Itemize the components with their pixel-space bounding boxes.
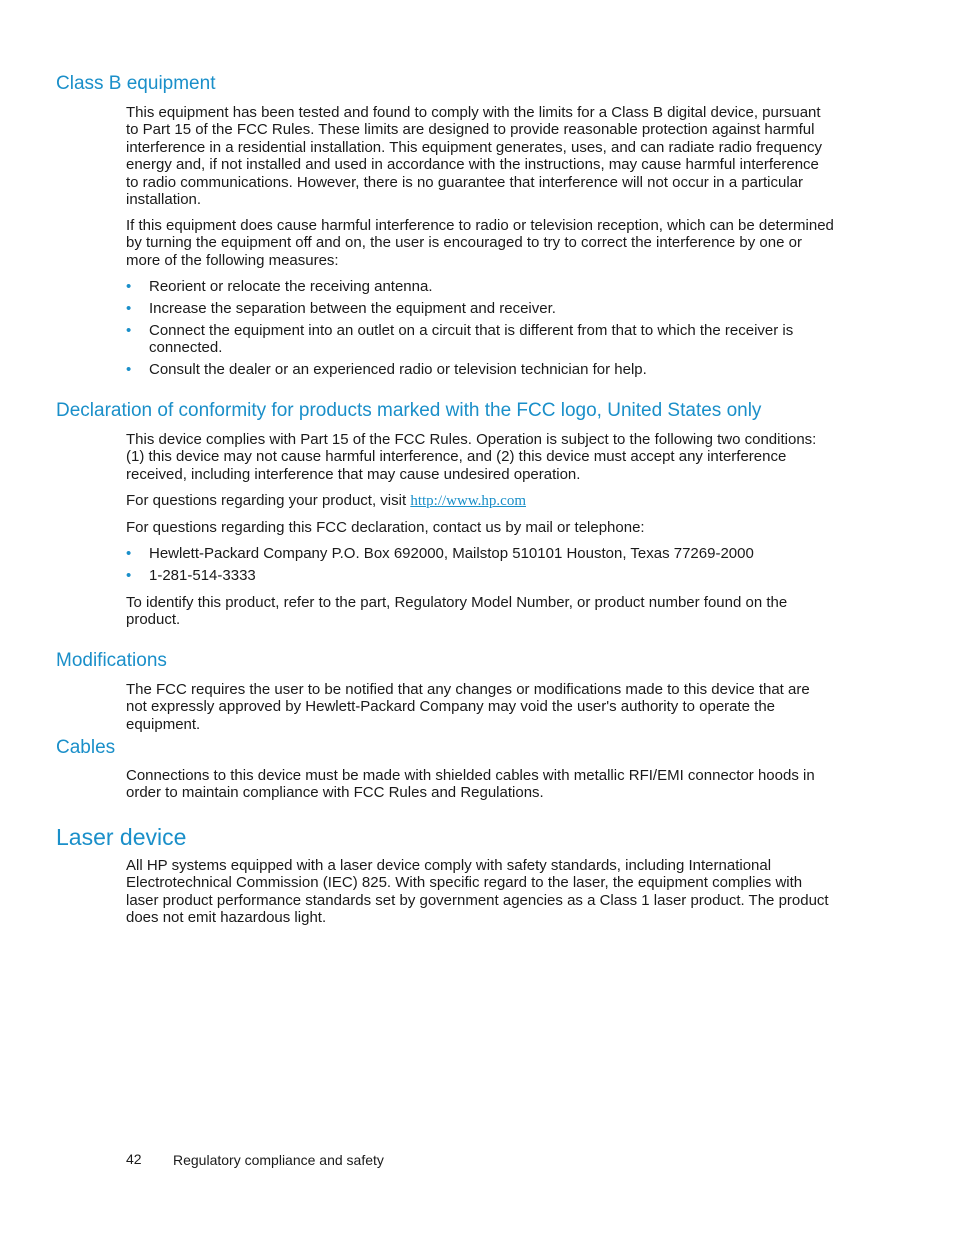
paragraph-product-questions-text: For questions regarding your product, visit	[126, 492, 411, 509]
footer-chapter-title: Regulatory compliance and safety	[173, 1152, 384, 1168]
bullet-icon: •	[126, 322, 132, 339]
bullet-icon: •	[126, 300, 132, 317]
page-number: 42	[126, 1151, 142, 1167]
list-item	[126, 278, 834, 295]
list-item-text: Reorient or relocate the receiving antenna.	[149, 278, 433, 295]
list-item	[126, 361, 834, 378]
bullet-icon: •	[126, 361, 132, 378]
paragraph-modifications: The FCC requires the user to be notified that any changes or modifications made to this device that are not expressly approved by Hewlett-Packard Company may void the user's authority to operate the equipment.	[126, 681, 810, 733]
paragraph-class-b-limits: This equipment has been tested and found to comply with the limits for a Class B digital device, pursuant to Part 15 of the FCC Rules. These limits are designed to provide reasonable protection against harmful interference in a residential installation. This equipment generates, uses, and can radiate radio frequency energy and, if not installed and used in accordance with the instructions, may cause harmful interference to radio communications. However, there is no guarantee that interference will not occur in a particular installation.	[126, 104, 822, 209]
heading-laser-device: Laser device	[56, 824, 187, 850]
heading-declaration-of-conformity: Declaration of conformity for products marked with the FCC logo, United States only	[56, 400, 762, 421]
paragraph-product-questions	[126, 492, 834, 510]
list-item	[126, 300, 834, 317]
bullet-icon: •	[126, 545, 132, 562]
bullet-icon: •	[126, 278, 132, 295]
paragraph-cables: Connections to this device must be made with shielded cables with metallic RFI/EMI connector hoods in order to maintain compliance with FCC Rules and Regulations.	[126, 767, 815, 802]
paragraph-laser-device: All HP systems equipped with a laser device comply with safety standards, including International Electrotechnical Commission (IEC) 825. With specific regard to the laser, the equipment complies with laser product performance standards set by government agencies as a Class 1 laser product. The product does not emit hazardous light.	[126, 857, 829, 927]
paragraph-class-b-interference: If this equipment does cause harmful interference to radio or television reception, which can be determined by turning the equipment off and on, the user is encouraged to try to correct the interference by one or more of the following measures:	[126, 217, 834, 269]
list-item-text: Connect the equipment into an outlet on a circuit that is different from that to which the receiver is connected.	[149, 322, 794, 357]
heading-cables: Cables	[56, 737, 116, 758]
paragraph-fcc-contact: For questions regarding this FCC declaration, contact us by mail or telephone:	[126, 519, 645, 536]
list-item-text: 1-281-514-3333	[149, 567, 256, 584]
heading-class-b-equipment: Class B equipment	[56, 73, 216, 94]
list-item-text: Increase the separation between the equipment and receiver.	[149, 300, 556, 317]
list-item-text: Consult the dealer or an experienced radio or television technician for help.	[149, 361, 647, 378]
paragraph-identify-product: To identify this product, refer to the part, Regulatory Model Number, or product number found on the product.	[126, 594, 788, 629]
list-item	[126, 545, 834, 562]
list-item-text: Hewlett-Packard Company P.O. Box 692000, Mailstop 510101 Houston, Texas 77269-2000	[149, 545, 754, 562]
heading-modifications: Modifications	[56, 650, 167, 671]
paragraph-fcc-part-15: This device complies with Part 15 of the FCC Rules. Operation is subject to the following two conditions: (1) this device may not cause harmful interference, and (2) this device must accept any interference received, including interference that may cause undesired operation.	[126, 431, 817, 483]
hp-website-link[interactable]: http://www.hp.com	[410, 493, 526, 509]
list-item	[126, 322, 834, 357]
list-item	[126, 567, 834, 584]
bullet-icon: •	[126, 567, 132, 584]
